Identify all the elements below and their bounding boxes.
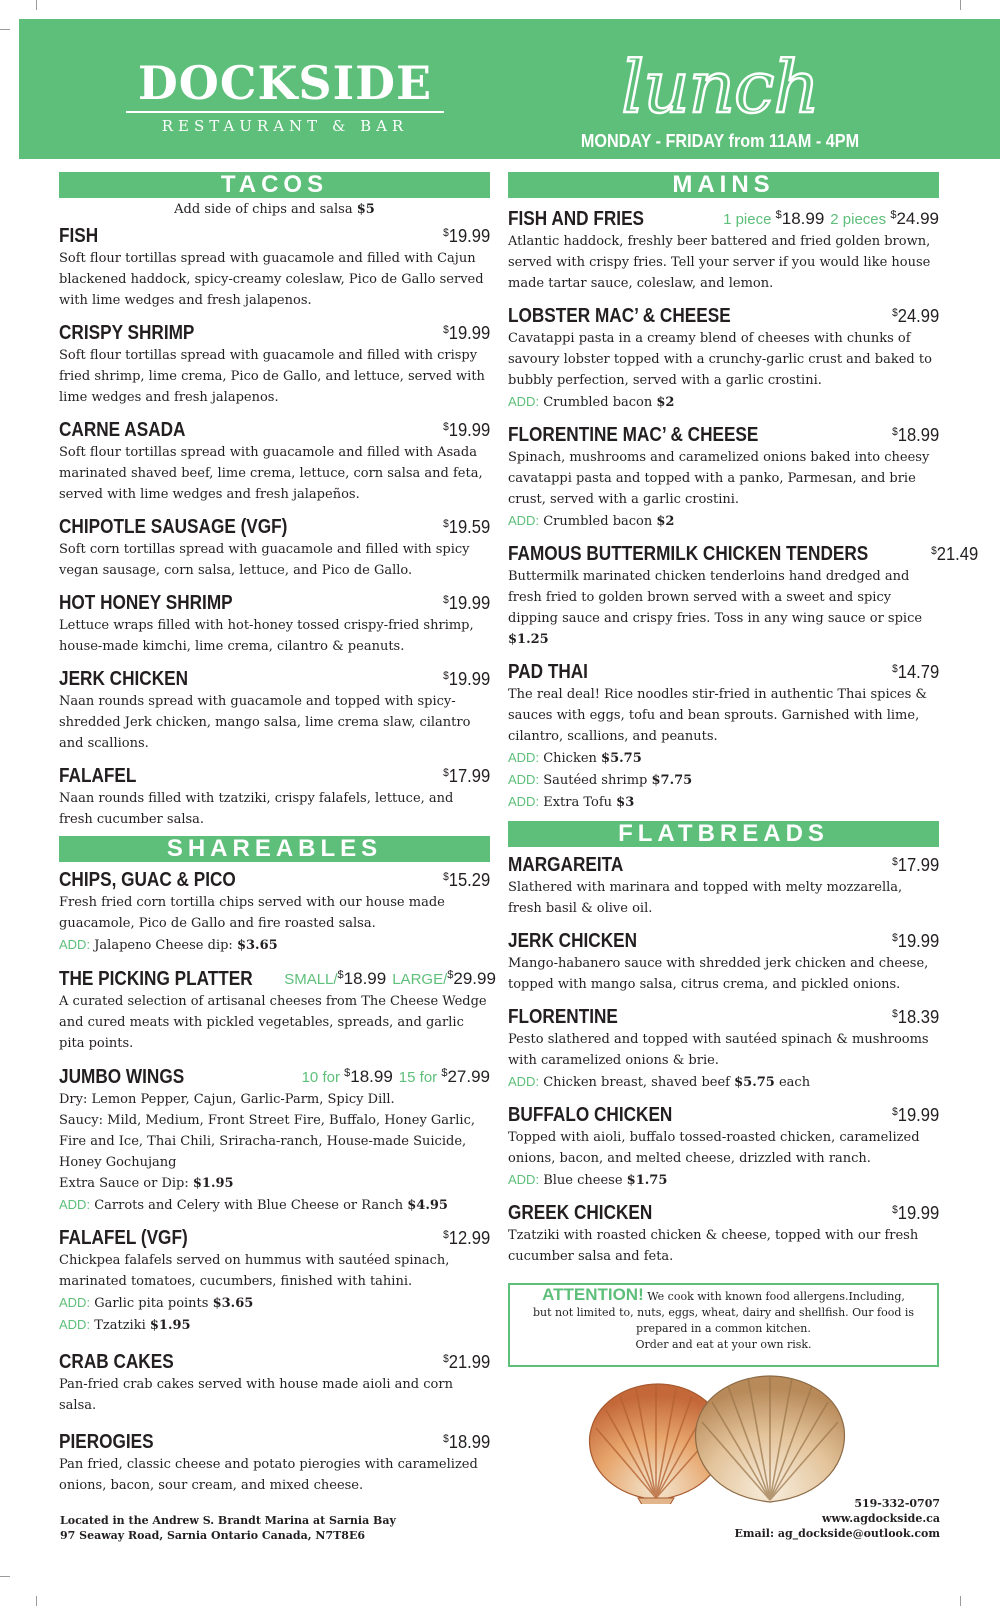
menu-item (59, 866, 490, 956)
item-price-options: SMALL/$18.99 LARGE/$29.99 (284, 969, 496, 988)
item-price: $19.99 (442, 669, 490, 689)
item-name: CHIPOTLE SAUSAGE (VGF) (59, 516, 288, 538)
crop-mark (0, 29, 10, 30)
item-description: Tzatziki with roasted chicken & cheese, topped with our fresh cucumber salsa and feta. (508, 1228, 919, 1264)
item-addon: ADD: Sautéed shrimp $7.75 (508, 772, 693, 788)
menu-item (59, 665, 490, 754)
item-addon: ADD: Tzatziki $1.95 (59, 1317, 191, 1333)
menu-item (508, 927, 939, 995)
brand-logo (120, 58, 450, 135)
item-price: $19.99 (891, 1203, 939, 1223)
item-addon: ADD: Garlic pita points $3.65 (59, 1295, 254, 1311)
item-description: Pan fried, classic cheese and potato pierogies with caramelized onions, bacon, sour cream, and mixed cheese. (59, 1457, 478, 1493)
item-description: Spinach, mushrooms and caramelized onions baked into cheesy cavatappi pasta and topped with a panko, Parmesan, and brie crust, served with a garlic crostini. (508, 450, 930, 507)
item-name: CRAB CAKES (59, 1351, 174, 1373)
menu-item (59, 964, 496, 1054)
footer-phone: 519-332-0707 (854, 1497, 940, 1510)
item-price: $12.99 (442, 1228, 490, 1248)
item-price: $19.99 (442, 593, 490, 613)
item-name: THE PICKING PLATTER (59, 968, 253, 990)
lunch-script-title: lunch (621, 45, 819, 129)
item-description: Saucy: Mild, Medium, Front Street Fire, Buffalo, Honey Garlic, Fire and Ice, Thai Chili, Sriracha-ranch, House-made Suicide, Honey Gochujang (59, 1113, 475, 1170)
item-description: Pan-fried crab cakes served with house made aioli and corn salsa. (59, 1377, 453, 1413)
footer-contact (734, 1496, 940, 1541)
item-price: $19.99 (442, 420, 490, 440)
item-price: $19.99 (891, 931, 939, 951)
item-price-options: 1 piece $18.99 2 pieces $24.99 (723, 209, 939, 228)
item-addon: ADD: Crumbled bacon $2 (508, 513, 675, 529)
crop-mark (960, 0, 961, 10)
item-name: CARNE ASADA (59, 419, 186, 441)
menu-item (508, 851, 939, 919)
menu-item (508, 421, 939, 532)
item-price: $14.79 (891, 662, 939, 682)
menu-item (508, 1101, 939, 1191)
item-addon: ADD: Extra Tofu $3 (508, 794, 635, 810)
tacos-note: Add side of chips and salsa $5 (174, 202, 375, 217)
item-addon: ADD: Chicken breast, shaved beef $5.75 each (508, 1074, 811, 1090)
item-price: $19.99 (891, 1105, 939, 1125)
item-name: FISH AND FRIES (508, 208, 645, 230)
footer-location: Located in the Andrew S. Brandt Marina at Sarnia Bay 97 Seaway Road, Sarnia Ontario Canada, N7T8E6 (60, 1514, 396, 1542)
footer-email: Email: ag_dockside@outlook.com (734, 1527, 940, 1540)
item-name: MARGAREITA (508, 854, 624, 876)
item-description: Soft flour tortillas spread with guacamole and filled with Asada marinated shaved beef, lime crema, lettuce, corn salsa and feta, served with lime wedges and fresh jalapeños. (59, 445, 483, 502)
item-price: $19.99 (442, 226, 490, 246)
item-description: Naan rounds filled with tzatziki, crispy falafels, lettuce, and fresh cucumber salsa. (59, 791, 454, 827)
item-name: LOBSTER MAC’ & CHEESE (508, 305, 731, 327)
item-description: Naan rounds spread with guacamole and topped with spicy-shredded Jerk chicken, mango salsa, lime crema slaw, cilantro and scallions. (59, 694, 471, 751)
menu-item (59, 1062, 490, 1216)
item-addon: ADD: Blue cheese $1.75 (508, 1172, 668, 1188)
menu-item (59, 1348, 490, 1416)
menu-item (508, 302, 939, 413)
item-name: CRISPY SHRIMP (59, 322, 195, 344)
right-column (508, 171, 979, 1267)
menu-item (59, 416, 490, 505)
menu-item (59, 762, 490, 830)
item-description: Soft flour tortillas spread with guacamole and filled with Cajun blackened haddock, spicy-creamy coleslaw, Pico de Gallo served with lime wedges and fresh jalapenos. (59, 251, 484, 308)
item-name: JUMBO WINGS (59, 1066, 185, 1088)
item-price: $15.29 (442, 870, 490, 890)
item-description: Soft corn tortillas spread with guacamole and filled with spicy vegan sausage, corn salsa, lettuce, and Pico de Gallo. (59, 542, 470, 578)
item-description: Lettuce wraps filled with hot-honey tossed crispy-fried shrimp, house-made kimchi, lime crema, cilantro & peanuts. (59, 618, 474, 654)
menu-item (508, 1199, 939, 1267)
item-price: $19.59 (442, 517, 490, 537)
item-name: GREEK CHICKEN (508, 1202, 653, 1224)
menu-item (59, 1224, 490, 1336)
item-name: FAMOUS BUTTERMILK CHICKEN TENDERS (508, 543, 869, 565)
item-price: $18.39 (891, 1007, 939, 1027)
item-price: $21.99 (442, 1352, 490, 1372)
item-price: $18.99 (442, 1432, 490, 1452)
menu-item (59, 222, 490, 311)
section-title-flatbreads: FLATBREADS (508, 821, 939, 847)
item-name: FALAFEL (59, 765, 137, 787)
section-title-tacos: TACOS (59, 172, 490, 198)
item-name: FLORENTINE MAC’ & CHEESE (508, 424, 759, 446)
item-name: JERK CHICKEN (508, 930, 638, 952)
footer-website: www.agdockside.ca (821, 1512, 940, 1525)
item-description: Buttermilk marinated chicken tenderloins hand dredged and fresh fried to golden brown served with a sweet and spicy dipping sauce and crispy fries. Toss in any wing sauce or spice $1.25 (508, 569, 923, 647)
menu-item (508, 658, 939, 813)
crop-mark (960, 1596, 961, 1606)
item-name: HOT HONEY SHRIMP (59, 592, 233, 614)
menu-item (508, 1003, 939, 1093)
menu-item (59, 513, 490, 581)
item-extra: Extra Sauce or Dip: $1.95 (59, 1176, 234, 1191)
item-price-options: 10 for $18.99 15 for $27.99 (301, 1067, 490, 1086)
item-description: Mango-habanero sauce with shredded jerk chicken and cheese, topped with mango salsa, citrus crema, and pickled onions. (508, 956, 929, 992)
section-title-shareables: SHAREABLES (59, 836, 490, 862)
crop-mark (36, 1596, 37, 1606)
lunch-hours: MONDAY - FRIDAY from 11AM - 4PM (580, 131, 860, 151)
item-description: Dry: Lemon Pepper, Cajun, Garlic-Parm, Spicy Dill. (59, 1092, 395, 1107)
brand-name: DOCKSIDE (137, 56, 433, 110)
left-column (59, 171, 496, 1496)
item-addon: ADD: Chicken $5.75 (508, 750, 642, 766)
item-description: Topped with aioli, buffalo tossed-roasted chicken, caramelized onions, bacon, and melted cheese, drizzled with ranch. (508, 1130, 920, 1166)
item-addon: ADD: Crumbled bacon $2 (508, 394, 675, 410)
item-price: $19.99 (442, 323, 490, 343)
item-description: Fresh fried corn tortilla chips served with our house made guacamole, Pico de Gallo and fire roasted salsa. (59, 895, 445, 931)
item-description: The real deal! Rice noodles stir-fried in authentic Thai spices & sauces with eggs, tofu and bean sprouts. Garnished with lime, cilantro, scallions, and peanuts. (508, 687, 927, 744)
item-addon: ADD: Carrots and Celery with Blue Cheese or Ranch $4.95 (59, 1197, 448, 1213)
scallop-shells-image (568, 1374, 858, 1504)
item-name: PIEROGIES (59, 1431, 154, 1453)
item-name: JERK CHICKEN (59, 668, 189, 690)
attention-title: ATTENTION! (542, 1285, 644, 1304)
section-title-mains: MAINS (508, 172, 939, 198)
item-description: Atlantic haddock, freshly beer battered and fried golden brown, served with crispy fries. Tell your server if you would like house made tartar sauce, coleslaw, and lemon. (508, 234, 931, 291)
item-addon: ADD: Jalapeno Cheese dip: $3.65 (59, 937, 278, 953)
item-price: $18.99 (891, 425, 939, 445)
item-price: $17.99 (442, 766, 490, 786)
brand-rule (126, 111, 444, 113)
menu-item (508, 540, 979, 650)
item-price: $21.49 (930, 544, 979, 564)
brand-subtitle: RESTAURANT & BAR (161, 117, 409, 135)
menu-item (508, 204, 939, 294)
menu-item (59, 589, 490, 657)
item-name: FLORENTINE (508, 1006, 618, 1028)
item-name: FALAFEL (VGF) (59, 1227, 188, 1249)
item-name: PAD THAI (508, 661, 588, 683)
item-name: BUFFALO CHICKEN (508, 1104, 673, 1126)
item-description: A curated selection of artisanal cheeses from The Cheese Wedge and cured meats with pickled vegetables, spreads, and garlic pita points. (59, 994, 487, 1051)
item-price: $24.99 (891, 306, 939, 326)
item-description: Chickpea falafels served on hummus with sautéed spinach, marinated tomatoes, cucumbers, finished with tahini. (59, 1253, 450, 1289)
allergen-notice: ATTENTION! We cook with known food allergens.Including, but not limited to, nuts, eggs, wheat, dairy and shellfish. Our food is prepared in a common kitchen. Order and eat at your own risk. (508, 1283, 939, 1367)
item-description: Cavatappi pasta in a creamy blend of cheeses with chunks of savoury lobster topped with a crunchy-garlic crust and baked to bubbly perfection, served with a garlic crostini. (508, 331, 932, 388)
menu-item (59, 319, 490, 408)
item-description: Slathered with marinara and topped with melty mozzarella, fresh basil & olive oil. (508, 880, 903, 916)
menu-item (59, 1428, 490, 1496)
item-description: Soft flour tortillas spread with guacamole and filled with crispy fried shrimp, lime crema, Pico de Gallo, and lettuce, served with lime wedges and fresh jalapenos. (59, 348, 485, 405)
right-scallop (696, 1376, 845, 1502)
item-name: CHIPS, GUAC & PICO (59, 869, 236, 891)
crop-mark (36, 0, 37, 10)
crop-mark (0, 1576, 10, 1577)
item-description: Pesto slathered and topped with sautéed spinach & mushrooms with caramelized onions & brie. (508, 1032, 929, 1068)
item-price: $17.99 (891, 855, 939, 875)
item-name: FISH (59, 225, 99, 247)
